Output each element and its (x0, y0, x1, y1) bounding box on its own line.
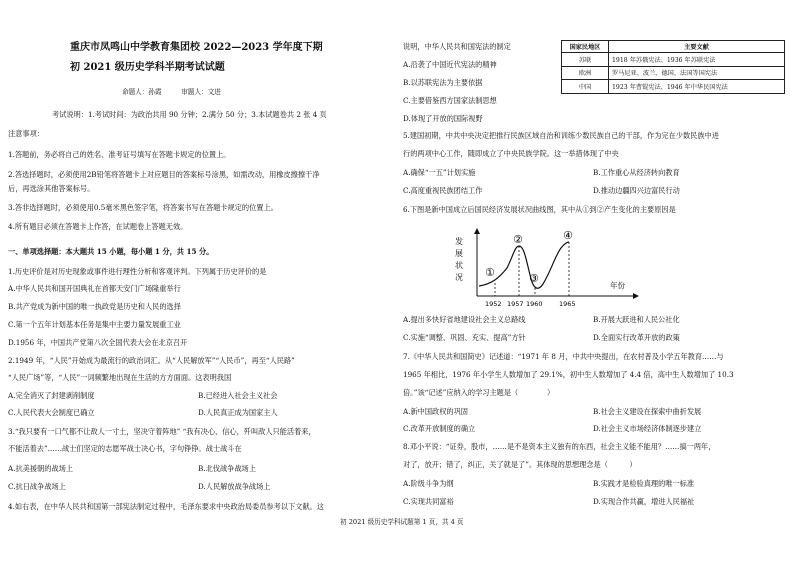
table-cell-docs: 罗马尼亚、波兰、德国、法国等国宪法 (609, 66, 785, 80)
q2-stem-2: “人民广场”等，“人民”一词频繁地出现在生活的方方面面。这表明我国 (8, 373, 232, 382)
y-axis-arrow (474, 228, 480, 234)
q5-stem-2: 行的两项中心工作，随即成立了中央民族学院。这一举措体现了中央 (403, 149, 619, 158)
x-axis-arrow (633, 293, 639, 299)
note-1: 1.答题前，务必将自己的姓名、准考证号填写在答题卡规定的位置上。 (8, 150, 231, 159)
q2-option-b: B.已经进入社会主义社会 (198, 391, 278, 400)
q1-option-d: D.1956 年，中国共产党第八次全国代表大会在北京召开 (8, 338, 188, 347)
exam-instructions: 考试说明：1.考试时间：为政治共用 90 分钟；2.满分 50 分；3.本试题卷共 2 张 4 页 (52, 110, 327, 119)
q3-option-b: B.北伐战争战场上 (198, 464, 256, 473)
table-cell-docs: 1923 年曹锟宪法、1946 年中华民国宪法 (609, 80, 785, 94)
economic-development-curve (447, 226, 647, 310)
q4-option-b: B.以苏联宪法为主要依据 (403, 78, 483, 87)
q1-option-c: C.第一个五年计划基本任务是集中主要力量发展重工业 (8, 320, 181, 329)
q6-option-a: A.提出多快好省地建设社会主义总路线 (403, 315, 526, 324)
table-header-region: 国家民地区 (562, 41, 609, 53)
q7-option-d: D.社会主义市场经济体制逐步建立 (593, 424, 702, 433)
q2-option-c: C.人民代表大会制度已确立 (8, 408, 95, 417)
table-cell-docs: 1918 年苏俄宪法、1936 年苏联宪法 (609, 53, 785, 67)
q2-option-d: D.人民真正成为国家主人 (198, 408, 278, 417)
note-3: 3.答非选择题时，必须使用0.5毫米黑色签字笔，将答案书写在答题卡规定的位置上。 (8, 203, 278, 212)
q6-stem: 6.下图是新中国成立后国民经济发展状况曲线图，其中从①到②产生变化的主要原因是 (403, 205, 676, 214)
notes-heading: 注意事项： (8, 129, 44, 138)
q4-stem-2: 说明，中华人民共和国宪法的制定 (403, 42, 511, 51)
q5-option-a: A.确保“一五”计划实施 (403, 168, 476, 177)
tick-label: 1965 (559, 300, 576, 308)
q1-option-b: B.共产党成为新中国的唯一执政党是历史和人民的选择 (8, 302, 181, 311)
table-header-docs: 主要文献 (609, 41, 785, 53)
q4-option-d: D.体现了开放的国际视野 (403, 114, 483, 123)
q8-stem-2: 对了，放开；错了，纠正，关了就是了”。其体现的思想理念是（ ） (403, 460, 637, 469)
page-footer: 初 2021 级历史学科试题第 1 页，共 4 页 (340, 518, 464, 526)
tick-label: 1960 (526, 300, 543, 308)
q2-stem-1: 2.1949 年，“人民”开始成为最流行的政治词汇。从“人民解放军”“人民币”，再至“人民路” (8, 356, 295, 365)
q1-stem: 1.历史评价是对历史现象或事件进行理性分析和客观评判。下列属于历史评价的是 (8, 267, 267, 276)
x-axis-label: 年份 (610, 281, 625, 290)
y-label-char: 展 (455, 249, 463, 258)
q8-option-c: C.实现共同富裕 (403, 497, 454, 506)
section-heading: 一、单项选择题：本大题共 15 小题，每小题 1 分，共 15 分。 (8, 247, 214, 256)
marker-4: ④ (563, 229, 573, 242)
q4-option-c: C.主要借鉴西方国家法制思想 (403, 96, 497, 105)
table-cell-region: 中国 (562, 80, 609, 94)
note-4: 4.所有题目必须在答题卡上作答，在试题卷上答题无效。 (8, 222, 188, 231)
q8-stem-1: 8.邓小平说：“证券，股市，……是不是资本主义独有的东西，社会主义能不能用？……搞一两年， (403, 442, 716, 451)
q7-stem-2: 1965 年相比，1976 年小学生人数增加了 29.1%，初中生人数增加了 4.4 倍，高中生人数增加了 10.3 (403, 370, 734, 379)
q2-option-a: A.完全消灭了封建剥削制度 (8, 391, 95, 400)
q8-option-d: D.实现合作共赢，增进人民福祉 (593, 497, 695, 506)
y-label-char: 发 (455, 237, 463, 246)
q3-option-c: C.抗日战争战场上 (8, 482, 66, 491)
q1-option-a: A.中华人民共和国开国典礼在首都天安门广场隆重举行 (8, 284, 181, 293)
q4-option-a: A.沿袭了中国近代宪法的精神 (403, 60, 497, 69)
note-2: 2.答选择题时，必须使用2B铅笔将答题卡上对应题目的答案标号涂黑，如需改动，用橡皮擦擦干净 (8, 170, 320, 179)
tick-label: 1957 (507, 300, 524, 308)
q6-option-c: C.实施“调整、巩固、充实、提高”方针 (403, 333, 526, 342)
y-label-char: 况 (455, 273, 463, 282)
note-2-cont: 后，再选涂其他答案标号。 (8, 184, 95, 193)
table-cell-region: 苏联 (562, 53, 609, 67)
exam-authors: 命题人：孙霞 审题人：文进 (122, 88, 221, 96)
q7-stem-3: 倍。”该“记述”应纳入的学习主题是（ ） (403, 388, 555, 397)
q3-stem-2: 不能活着去”……战士们坚定的志愿军战士决心书，字句铮铮。战士战斗在 (8, 444, 242, 453)
q6-option-d: D.全面实行改革开放的政策 (593, 333, 680, 342)
q4-reference-table (561, 40, 785, 94)
q6-option-b: B.开展大跃进和人民公社化 (593, 315, 680, 324)
exam-title-line1: 重庆市凤鸣山中学教育集团校 2022—2023 学年度下期 (70, 42, 323, 53)
q3-option-a: A.抗美援朝的战场上 (8, 464, 73, 473)
q5-option-d: D.推动边疆四兴边富民行动 (593, 186, 680, 195)
marker-2: ② (513, 233, 523, 246)
marker-1: ① (485, 266, 495, 279)
q7-stem-1: 7.《中华人民共和国简史》记述道：“1971 年 8 月，中共中央提出，在农村普及小学五年教育……与 (403, 352, 724, 361)
q7-option-a: A.新中国政权的巩固 (403, 407, 468, 416)
q8-option-b: B.实践才是检验真理的唯一标准 (593, 479, 695, 488)
q3-stem-1: 3.“我只要有一口气都不让敌人一寸土，坚决守着阵地” “我有决心、信心，歼叫敌人只能活着来， (8, 427, 316, 436)
q5-option-c: C.高度重视民族团结工作 (403, 186, 483, 195)
q8-option-a: A.阶级斗争为纲 (403, 479, 454, 488)
q5-stem-1: 5.建国初期，中共中央决定把推行民族区域自治和训练少数民族自己的干部，作为完在少数民族中进 (403, 131, 719, 140)
q7-option-b: B.社会主义建设在探索中曲折发展 (593, 407, 702, 416)
q3-option-d: D.人民解放战争战场上 (198, 482, 271, 491)
exam-title-line2: 初 2021 级历史学科半期考试试题 (70, 62, 225, 73)
marker-3: ③ (529, 272, 539, 285)
table-cell-region: 欧洲 (562, 66, 609, 80)
q4-stem-1: 4.如右表，在中华人民共和国第一部宪法制定过程中，毛泽东要求中央政治局委员参考以下文献。这 (8, 502, 324, 511)
tick-label: 1952 (485, 300, 502, 308)
q5-option-b: B.工作重心从经济转向教育 (593, 168, 680, 177)
y-label-char: 状 (455, 261, 463, 270)
q7-option-c: C.改革开放制度的确立 (403, 424, 476, 433)
